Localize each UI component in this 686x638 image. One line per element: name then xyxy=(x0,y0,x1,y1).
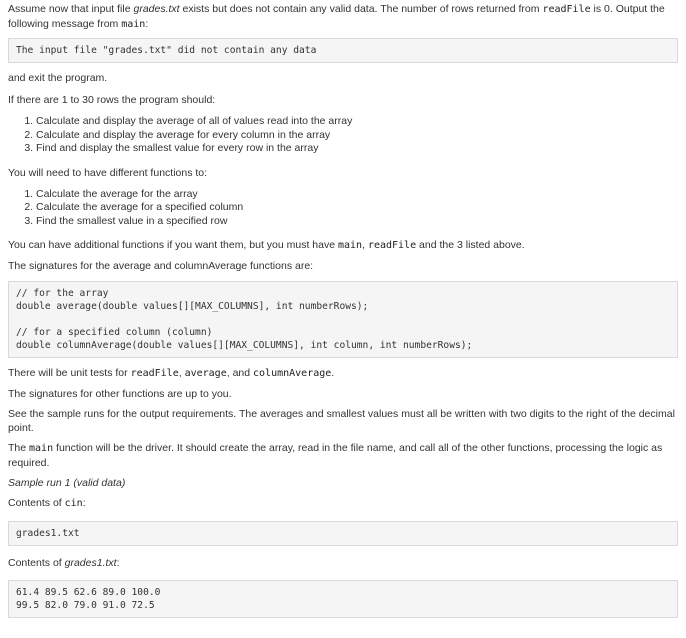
unit-tests-paragraph xyxy=(8,366,678,381)
contents-grades-filename: grades1.txt xyxy=(64,557,117,569)
unit-tests-columnaverage-code: columnAverage xyxy=(253,368,332,379)
contents-grades-text: Contents of xyxy=(8,557,65,569)
unit-tests-text-4: . xyxy=(331,367,335,379)
message-code-block: The input file "grades.txt" did not contain any data xyxy=(8,38,678,63)
intro-text: Assume now that input file xyxy=(8,3,134,15)
intro-text-2: exists but does not contain any valid data. The number of rows returned from xyxy=(179,3,543,15)
driver-paragraph xyxy=(8,441,678,470)
list-item: 1. Calculate the average for the array xyxy=(36,188,678,202)
list-item: 2. Calculate and display the average for every column in the array xyxy=(36,129,678,143)
intro-filename: grades.txt xyxy=(133,3,180,15)
grades-code-block: 61.4 89.5 62.6 89.0 100.0 99.5 82.0 79.0 91.0 72.5 xyxy=(8,580,678,618)
intro-main-code: main xyxy=(121,19,146,30)
unit-tests-text-2: , xyxy=(178,367,185,379)
functions-text: You will need to have different functions to: xyxy=(8,166,208,179)
list-item: 3. Find the smallest value in a specified row xyxy=(36,215,678,229)
contents-cin-text: Contents of xyxy=(8,497,65,509)
cin-code-block: grades1.txt xyxy=(8,521,678,546)
functions-list xyxy=(8,188,678,229)
unit-tests-text: There will be unit tests for xyxy=(8,367,131,379)
sample-requirements-text: See the sample runs for the output requirements. The averages and smallest values must all be written with two digits to the right of the decimal point. xyxy=(8,408,675,434)
exit-text: and exit the program. xyxy=(8,72,108,84)
driver-text: The xyxy=(8,442,30,454)
driver-main-code: main xyxy=(29,443,54,454)
additional-text-3: and the 3 listed above. xyxy=(416,239,525,251)
should-list xyxy=(8,115,678,156)
intro-func-code: readFile xyxy=(542,4,591,15)
unit-tests-average-code: average xyxy=(184,368,227,379)
list-item: 3. Find and display the smallest value for every row in the array xyxy=(36,142,678,156)
contents-grades-text-2: : xyxy=(116,557,120,569)
intro-text-4: : xyxy=(145,18,149,30)
list-item: 1. Calculate and display the average of all of values read into the array xyxy=(36,115,678,129)
contents-cin-paragraph xyxy=(8,496,678,511)
additional-readfile-code: readFile xyxy=(367,240,417,251)
contents-cin-code: cin xyxy=(64,498,83,509)
signature-code-block: // for the array double average(double values[][MAX_COLUMNS], int numberRows); // for a specified column (column) double columnAverage(double values[][MAX_COLUMNS], int column, int numberRows); xyxy=(8,281,678,358)
contents-cin-text-2: : xyxy=(82,497,86,509)
unit-tests-readfile-code: readFile xyxy=(130,368,179,379)
intro-text-3: is 0. Output the following message from xyxy=(8,3,665,30)
rows-text: If there are 1 to 30 rows the program should: xyxy=(8,94,216,106)
driver-text-2: function will be the driver. It should create the array, read in the file name, and call all of the other functions, processing the logic as required. xyxy=(8,442,663,469)
additional-main-code: main xyxy=(338,240,363,251)
additional-text-2: , xyxy=(362,239,368,251)
additional-paragraph xyxy=(8,238,678,253)
sample-run-heading: Sample run 1 (valid data) xyxy=(8,477,126,489)
intro-paragraph xyxy=(8,2,678,32)
other-signatures-text: The signatures for other functions are up to you. xyxy=(8,388,232,400)
unit-tests-text-3: , and xyxy=(226,367,254,379)
signatures-text: The signatures for the average and columnAverage functions are: xyxy=(8,260,314,272)
list-item: 2. Calculate the average for a specified column xyxy=(36,201,678,215)
contents-grades-paragraph xyxy=(8,556,678,570)
additional-text: You can have additional functions if you want them, but you must have xyxy=(8,239,338,251)
